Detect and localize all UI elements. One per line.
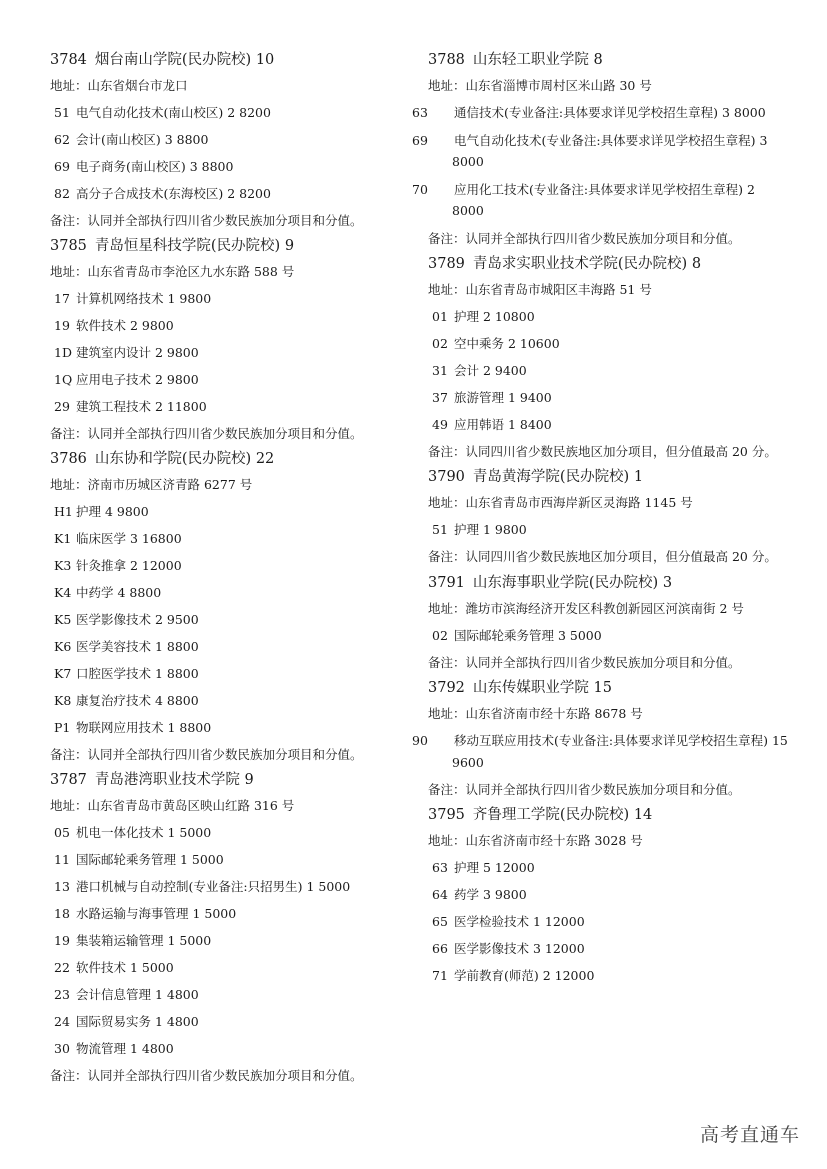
program-code: 24 bbox=[54, 1014, 70, 1029]
school-code: 3790 bbox=[428, 469, 465, 485]
school-name: 齐鲁理工学院(民办院校) 14 bbox=[472, 807, 653, 823]
program-text: 医学影像技术 2 9500 bbox=[76, 612, 199, 627]
program-code: 63 bbox=[432, 860, 448, 875]
school-address: 地址：山东省青岛市西海岸新区灵海路 1145 号 bbox=[428, 495, 693, 510]
program-text: 电子商务(南山校区) 3 8800 bbox=[76, 159, 234, 174]
right-column bbox=[412, 48, 790, 989]
program-text: 应用电子技术 2 9800 bbox=[76, 372, 199, 387]
school-address: 地址：山东省济南市经十东路 8678 号 bbox=[428, 706, 643, 721]
program-text: 旅游管理 1 9400 bbox=[454, 389, 552, 405]
program-item bbox=[50, 927, 420, 954]
program-code: K3 bbox=[54, 558, 72, 573]
program-text: 国际贸易实务 1 4800 bbox=[76, 1014, 199, 1029]
program-item bbox=[50, 954, 420, 981]
school-name: 青岛黄海学院(民办院校) 1 bbox=[472, 469, 644, 485]
program-text: 医学美容技术 1 8800 bbox=[76, 639, 199, 654]
program-text: 护理 2 10800 bbox=[454, 308, 535, 324]
school-code: 3786 bbox=[50, 451, 87, 467]
school-block bbox=[412, 48, 790, 252]
program-text: 物联网应用技术 1 8800 bbox=[76, 720, 212, 735]
program-item bbox=[50, 393, 420, 420]
program-code: 49 bbox=[432, 416, 448, 432]
watermark: 高考直通车 bbox=[699, 1124, 800, 1146]
school-note: 备注：认同并全部执行四川省少数民族加分项目和分值。 bbox=[50, 747, 363, 762]
program-code: P1 bbox=[54, 720, 71, 735]
school-block bbox=[428, 571, 790, 677]
program-text: 空中乘务 2 10600 bbox=[454, 335, 560, 351]
school-name: 山东协和学院(民办院校) 22 bbox=[94, 451, 275, 467]
school-name: 山东海事职业学院(民办院校) 3 bbox=[472, 574, 673, 591]
program-text: 国际邮轮乘务管理 1 5000 bbox=[76, 852, 224, 867]
program-item bbox=[428, 384, 790, 411]
program-code: 64 bbox=[432, 887, 448, 902]
program-item bbox=[50, 819, 420, 846]
program-text: 护理 4 9800 bbox=[76, 504, 149, 519]
program-item bbox=[50, 339, 420, 366]
program-code: 22 bbox=[54, 960, 70, 975]
program-item bbox=[50, 366, 420, 393]
program-code: 31 bbox=[432, 362, 448, 378]
school-title bbox=[428, 252, 790, 276]
program-code: 05 bbox=[54, 825, 70, 840]
program-item bbox=[50, 126, 420, 153]
school-title bbox=[428, 676, 790, 700]
program-text: 集装箱运输管理 1 5000 bbox=[76, 933, 212, 948]
program-code: 19 bbox=[54, 318, 70, 333]
school-code: 3787 bbox=[50, 772, 87, 788]
school-code: 3789 bbox=[428, 255, 465, 272]
school-title bbox=[428, 465, 790, 489]
program-text: 通信技术(专业备注:具体要求详见学校招生章程) 3 8000 bbox=[454, 105, 766, 120]
program-text: 建筑室内设计 2 9800 bbox=[76, 345, 199, 360]
program-text: 会计信息管理 1 4800 bbox=[76, 987, 199, 1002]
program-item bbox=[412, 127, 790, 176]
program-item bbox=[50, 900, 420, 927]
program-item bbox=[50, 606, 420, 633]
program-item bbox=[50, 579, 420, 606]
school-title bbox=[428, 571, 790, 595]
school-title bbox=[428, 48, 790, 72]
program-text: 康复治疗技术 4 8800 bbox=[76, 693, 199, 708]
program-item bbox=[428, 908, 790, 935]
school-note: 备注：认同并全部执行四川省少数民族加分项目和分值。 bbox=[428, 655, 741, 670]
school-note: 备注：认同并全部执行四川省少数民族加分项目和分值。 bbox=[428, 782, 741, 797]
program-item bbox=[428, 881, 790, 908]
program-code: K4 bbox=[54, 585, 72, 600]
program-text: 会计 2 9400 bbox=[454, 362, 527, 378]
program-code: K1 bbox=[54, 531, 72, 546]
program-item bbox=[428, 962, 790, 989]
school-note: 备注：认同并全部执行四川省少数民族加分项目和分值。 bbox=[50, 1068, 363, 1083]
school-note: 备注：认同并全部执行四川省少数民族加分项目和分值。 bbox=[428, 230, 741, 246]
program-code: 17 bbox=[54, 291, 70, 306]
program-code: K7 bbox=[54, 666, 72, 681]
school-note: 备注：认同四川省少数民族地区加分项目，但分值最高 20 分。 bbox=[428, 443, 777, 459]
program-code: K6 bbox=[54, 639, 72, 654]
school-address: 地址：山东省青岛市李沧区九水东路 588 号 bbox=[50, 264, 295, 279]
school-block bbox=[50, 447, 420, 768]
school-block bbox=[412, 676, 790, 803]
program-code: 65 bbox=[432, 914, 448, 929]
program-code: 90 bbox=[412, 733, 428, 748]
school-code: 3784 bbox=[50, 52, 87, 68]
program-text: 临床医学 3 16800 bbox=[76, 531, 182, 546]
program-text: 高分子合成技术(东海校区) 2 8200 bbox=[76, 186, 271, 201]
school-code: 3791 bbox=[428, 574, 465, 591]
school-name: 烟台南山学院(民办院校) 10 bbox=[94, 52, 275, 68]
program-code: 51 bbox=[432, 522, 448, 537]
program-code: H1 bbox=[54, 504, 73, 519]
program-text: 电气自动化技术(南山校区) 2 8200 bbox=[76, 105, 271, 120]
left-column bbox=[50, 48, 420, 1089]
program-item bbox=[50, 153, 420, 180]
program-item bbox=[50, 687, 420, 714]
program-text: 水路运输与海事管理 1 5000 bbox=[76, 906, 237, 921]
school-address: 地址：山东省青岛市黄岛区映山红路 316 号 bbox=[50, 798, 295, 813]
program-item bbox=[50, 1008, 420, 1035]
school-address: 地址：潍坊市滨海经济开发区科教创新园区河滨南街 2 号 bbox=[428, 600, 744, 616]
school-address: 地址：山东省青岛市城阳区丰海路 51 号 bbox=[428, 281, 652, 297]
program-item bbox=[428, 411, 790, 438]
program-item bbox=[428, 516, 790, 543]
program-code: 02 bbox=[432, 628, 448, 643]
school-title bbox=[428, 803, 790, 827]
school-block bbox=[428, 803, 790, 989]
program-code: 13 bbox=[54, 879, 70, 894]
program-item bbox=[50, 846, 420, 873]
program-item bbox=[412, 99, 790, 127]
school-block bbox=[428, 252, 790, 466]
program-code: 23 bbox=[54, 987, 70, 1002]
school-name: 青岛求实职业技术学院(民办院校) 8 bbox=[472, 255, 702, 272]
school-address: 地址：山东省淄博市周村区米山路 30 号 bbox=[428, 78, 652, 93]
program-code: 70 bbox=[412, 181, 428, 197]
program-code: 1Q bbox=[54, 372, 73, 387]
program-item bbox=[428, 854, 790, 881]
program-item bbox=[428, 303, 790, 330]
program-text: 软件技术 1 5000 bbox=[76, 960, 174, 975]
program-code: 69 bbox=[412, 132, 428, 148]
program-code: 37 bbox=[432, 389, 448, 405]
program-text: 建筑工程技术 2 11800 bbox=[76, 399, 207, 414]
program-code: 18 bbox=[54, 906, 70, 921]
program-item bbox=[50, 714, 420, 741]
program-code: 51 bbox=[54, 105, 70, 120]
school-title bbox=[50, 447, 420, 471]
school-block bbox=[50, 48, 420, 234]
school-note: 备注：认同并全部执行四川省少数民族加分项目和分值。 bbox=[50, 426, 363, 441]
program-code: 82 bbox=[54, 186, 70, 201]
program-item bbox=[50, 312, 420, 339]
school-note: 备注：认同并全部执行四川省少数民族加分项目和分值。 bbox=[50, 213, 363, 228]
school-code: 3792 bbox=[428, 680, 465, 696]
school-code: 3785 bbox=[50, 238, 87, 254]
program-code: 30 bbox=[54, 1041, 70, 1056]
program-text: 中药学 4 8800 bbox=[76, 585, 162, 600]
program-code: 71 bbox=[432, 968, 448, 983]
school-block bbox=[50, 768, 420, 1089]
school-block bbox=[50, 234, 420, 447]
school-block bbox=[428, 465, 790, 571]
program-item bbox=[50, 873, 420, 900]
school-title bbox=[50, 234, 420, 258]
program-item bbox=[50, 498, 420, 525]
program-text: 港口机械与自动控制(专业备注:只招男生) 1 5000 bbox=[76, 879, 351, 894]
school-name: 山东轻工职业学院 8 bbox=[472, 52, 603, 68]
program-item bbox=[50, 1035, 420, 1062]
school-name: 山东传媒职业学院 15 bbox=[472, 680, 612, 696]
program-code: 63 bbox=[412, 105, 428, 120]
program-item bbox=[50, 633, 420, 660]
program-text: 计算机网络技术 1 9800 bbox=[76, 291, 212, 306]
program-item bbox=[50, 99, 420, 126]
program-item bbox=[50, 981, 420, 1008]
program-code: 29 bbox=[54, 399, 70, 414]
program-text: 应用化工技术(专业备注:具体要求详见学校招生章程) 2 8000 bbox=[452, 181, 755, 218]
program-text: 机电一体化技术 1 5000 bbox=[76, 825, 212, 840]
school-name: 青岛恒星科技学院(民办院校) 9 bbox=[94, 238, 295, 254]
program-code: 69 bbox=[54, 159, 70, 174]
school-title bbox=[50, 768, 420, 792]
school-code: 3795 bbox=[428, 807, 465, 823]
program-text: 物流管理 1 4800 bbox=[76, 1041, 174, 1056]
program-text: 应用韩语 1 8400 bbox=[454, 416, 552, 432]
program-code: 1D bbox=[54, 345, 72, 360]
school-address: 地址：济南市历城区济青路 6277 号 bbox=[50, 477, 253, 492]
program-text: 移动互联应用技术(专业备注:具体要求详见学校招生章程) 15 9600 bbox=[452, 733, 788, 770]
school-code: 3788 bbox=[428, 52, 465, 68]
program-text: 电气自动化技术(专业备注:具体要求详见学校招生章程) 3 8000 bbox=[452, 132, 768, 169]
program-item bbox=[428, 330, 790, 357]
program-text: 会计(南山校区) 3 8800 bbox=[76, 132, 209, 147]
program-code: 11 bbox=[54, 852, 70, 867]
program-item bbox=[50, 552, 420, 579]
program-code: K5 bbox=[54, 612, 72, 627]
program-item bbox=[412, 176, 790, 225]
program-item bbox=[50, 180, 420, 207]
program-text: 学前教育(师范) 2 12000 bbox=[454, 968, 595, 983]
school-address: 地址：山东省济南市经十东路 3028 号 bbox=[428, 833, 643, 848]
school-title bbox=[50, 48, 420, 72]
program-text: 护理 5 12000 bbox=[454, 860, 535, 875]
program-text: 医学检验技术 1 12000 bbox=[454, 914, 585, 929]
program-item bbox=[428, 935, 790, 962]
program-text: 针灸推拿 2 12000 bbox=[76, 558, 182, 573]
program-text: 口腔医学技术 1 8800 bbox=[76, 666, 199, 681]
school-name: 青岛港湾职业技术学院 9 bbox=[94, 772, 254, 788]
program-item bbox=[50, 285, 420, 312]
school-address: 地址：山东省烟台市龙口 bbox=[50, 78, 188, 93]
program-text: 药学 3 9800 bbox=[454, 887, 527, 902]
program-text: 国际邮轮乘务管理 3 5000 bbox=[454, 628, 602, 643]
program-code: 19 bbox=[54, 933, 70, 948]
school-note: 备注：认同四川省少数民族地区加分项目，但分值最高 20 分。 bbox=[428, 549, 777, 564]
program-code: 01 bbox=[432, 308, 448, 324]
program-code: K8 bbox=[54, 693, 72, 708]
program-text: 软件技术 2 9800 bbox=[76, 318, 174, 333]
program-code: 62 bbox=[54, 132, 70, 147]
program-item bbox=[50, 660, 420, 687]
program-code: 02 bbox=[432, 335, 448, 351]
program-code: 66 bbox=[432, 941, 448, 956]
program-item bbox=[50, 525, 420, 552]
program-item bbox=[412, 727, 790, 776]
program-text: 医学影像技术 3 12000 bbox=[454, 941, 585, 956]
program-text: 护理 1 9800 bbox=[454, 522, 527, 537]
program-item bbox=[428, 357, 790, 384]
program-item bbox=[428, 622, 790, 649]
